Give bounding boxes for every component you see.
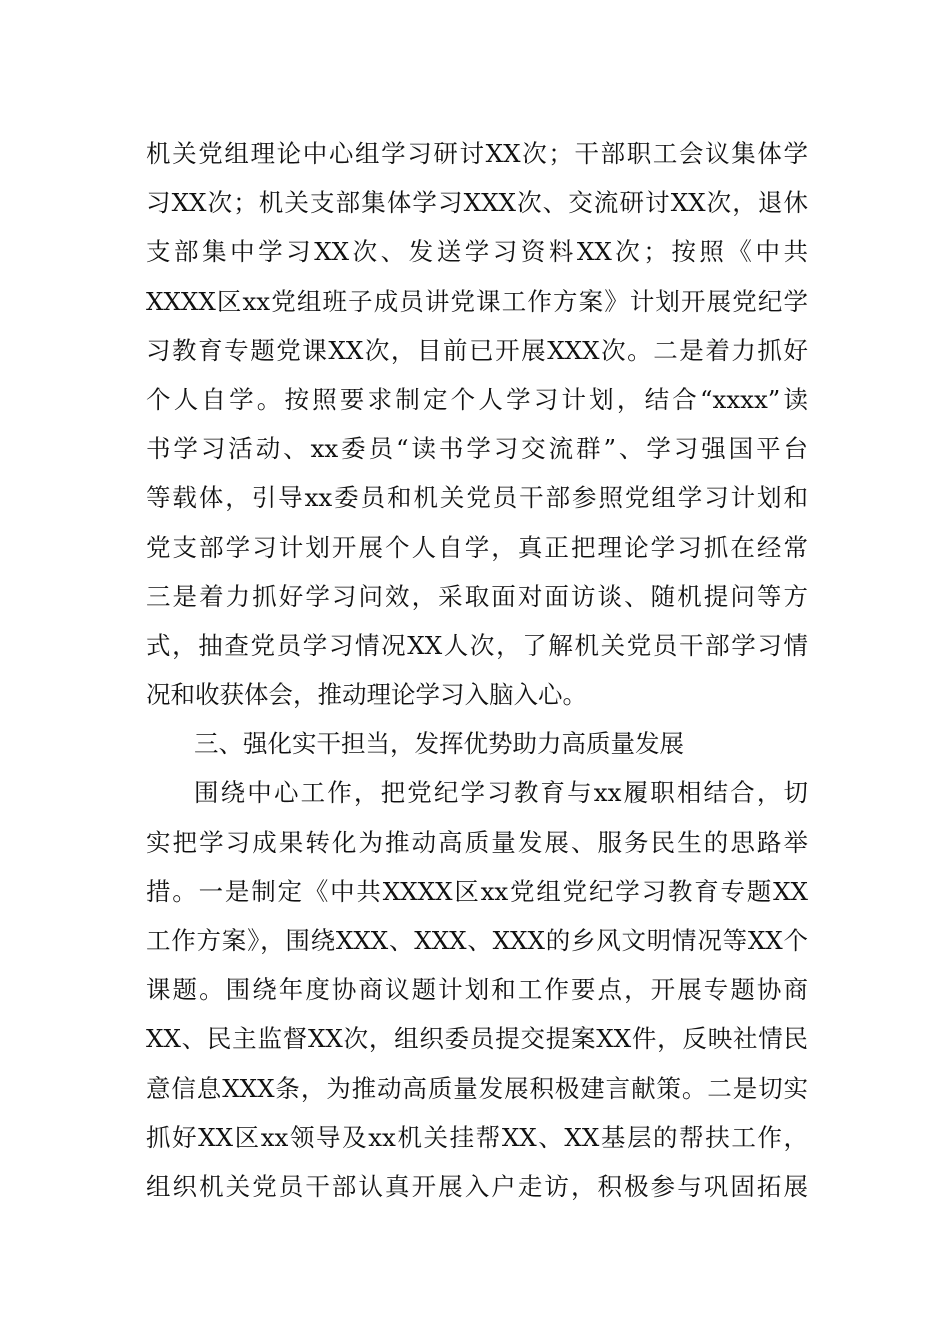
text-line: 机关党组理论中心组学习研讨XX次；干部职工会议集体学 xyxy=(146,139,808,168)
text-line: 支部集中学习XX次、发送学习资料XX次；按照《中共 xyxy=(146,237,808,267)
text-line: 党支部学习计划开展个人自学，真正把理论学习抓在经常 xyxy=(146,532,808,562)
text-line: 况和收获体会，推动理论学习入脑入心。 xyxy=(146,680,587,710)
text-line: 三是着力抓好学习问效，采取面对面访谈、随机提问等方 xyxy=(146,581,808,611)
paragraph-first-line: 围绕中心工作，把党纪学习教育与xx履职相结合，切 xyxy=(194,778,808,808)
text-line: 书学习活动、xx委员“读书学习交流群”、学习强国平台 xyxy=(146,434,808,464)
text-line: 个人自学。按照要求制定个人学习计划，结合“xxxx”读 xyxy=(146,384,808,414)
text-line: 组织机关党员干部认真开展入户走访，积极参与巩固拓展 xyxy=(146,1171,808,1201)
text-line: 措。一是制定《中共XXXX区xx党组党纪学习教育专题XX xyxy=(146,876,808,906)
text-line: 习教育专题党课XX次，目前已开展XXX次。二是着力抓好 xyxy=(146,335,808,365)
text-line: 抓好XX区xx领导及xx机关挂帮XX、XX基层的帮扶工作， xyxy=(146,1122,808,1152)
text-line: 工作方案》，围绕XXX、XXX、XXX的乡风文明情况等XX个 xyxy=(146,926,808,955)
text-line: 等载体，引导xx委员和机关党员干部参照党组学习计划和 xyxy=(146,483,808,513)
text-line: XXXX区xx党组班子成员讲党课工作方案》计划开展党纪学 xyxy=(146,286,808,316)
text-line: 习XX次；机关支部集体学习XXX次、交流研讨XX次，退休 xyxy=(146,188,808,218)
body-text xyxy=(146,129,808,1211)
text-line: 意信息XXX条，为推动高质量发展积极建言献策。二是切实 xyxy=(146,1073,808,1103)
text-line: XX、民主监督XX次，组织委员提交提案XX件，反映社情民 xyxy=(146,1024,808,1054)
section-heading: 三、强化实干担当，发挥优势助力高质量发展 xyxy=(194,729,684,759)
text-line: 实把学习成果转化为推动高质量发展、服务民生的思路举 xyxy=(146,827,808,857)
text-line: 课题。围绕年度协商议题计划和工作要点，开展专题协商 xyxy=(146,975,808,1005)
text-line: 式，抽查党员学习情况XX人次，了解机关党员干部学习情 xyxy=(146,630,808,660)
